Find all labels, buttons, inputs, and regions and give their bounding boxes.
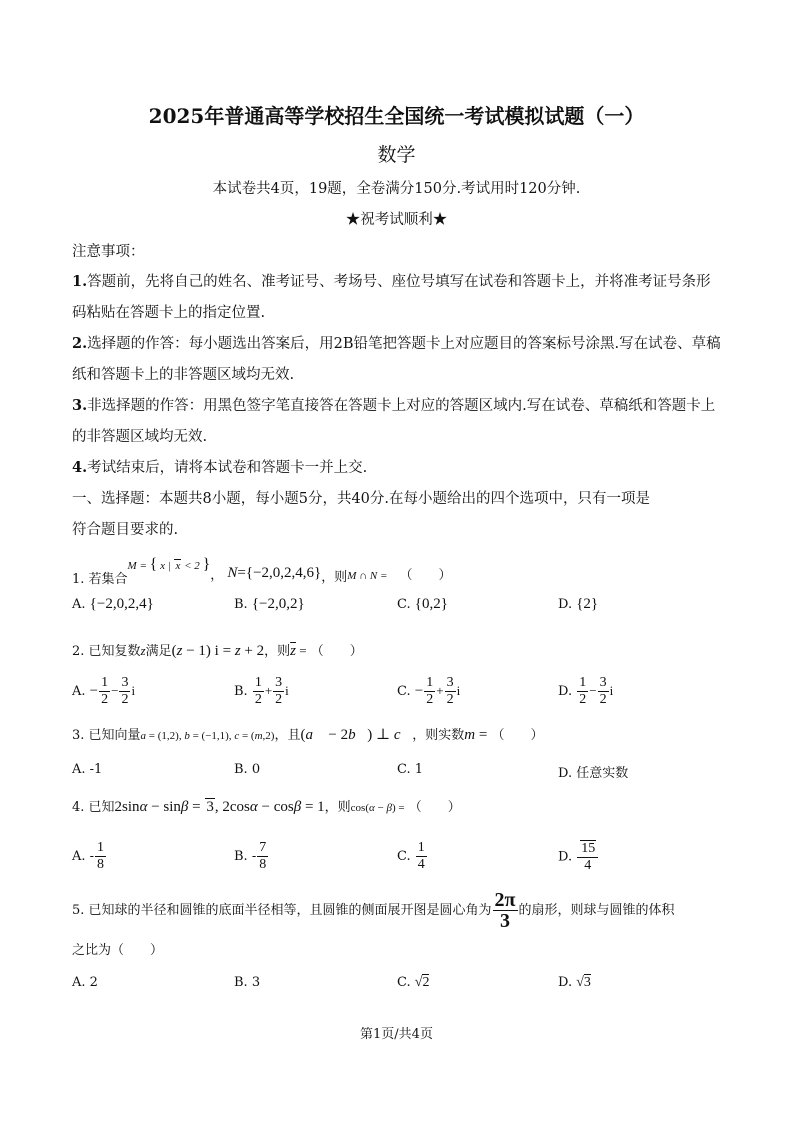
question-3-mid: ，且 bbox=[274, 728, 301, 743]
section-heading bbox=[72, 484, 722, 546]
notice-item-text: 选择题的作答：每小题选出答案后，用2B铅笔把答题卡上对应题目的答案标号涂黑.写在试卷、草稿纸和答题卡上的非答题区域均无效. bbox=[72, 336, 721, 383]
q3-option-d: D. 任意实数 bbox=[558, 766, 629, 781]
question-4-suffix: ，则 bbox=[324, 800, 351, 815]
question-3: 3. 已知向量a = (1,2), b = (−1,1), c = (m,2)，且(a⃗ − 2b⃗) ⊥ c⃗，则实数m = （ ） bbox=[72, 727, 544, 743]
question-1-answer-blank: （ ） bbox=[399, 568, 452, 583]
notice-item-text: 答题前，先将自己的姓名、准考证号、考场号、座位号填写在试卷和答题卡上，并将准考证号条形码粘贴在答题卡上的指定位置. bbox=[72, 274, 711, 321]
q5-option-a: A. 2 bbox=[72, 975, 98, 990]
q2-option-a: A. − $\frac{1}{2}$ − $\frac{3}{2}$ i bbox=[72, 675, 136, 707]
option-label: B. bbox=[234, 597, 248, 612]
question-4-answer-blank: （ ） bbox=[408, 800, 461, 815]
q2-option-c: C. − $\frac{1}{2}$ + $\frac{3}{2}$ i bbox=[397, 675, 461, 707]
option-label: D. bbox=[558, 597, 573, 612]
option-label: C. bbox=[397, 975, 411, 990]
q1-option-a: A. {−2,0,2,4} bbox=[72, 596, 154, 612]
question-2-answer-blank: （ ） bbox=[310, 644, 363, 659]
question-5: 5. 已知球的半径和圆锥的底面半径相等，且圆锥的侧面展开图是圆心角为 $\frac{2\pi}{3}$ 的扇形，则球与圆锥的体积 bbox=[72, 889, 675, 932]
page-footer: 第1页/共4页 bbox=[360, 1027, 433, 1042]
q2-option-b: B. $\frac{1}{2}$ + $\frac{3}{2}$ i bbox=[234, 675, 289, 707]
notice-item-3 bbox=[72, 390, 722, 453]
notice-item-4 bbox=[72, 452, 722, 484]
question-2-suffix: ，则 bbox=[264, 644, 291, 659]
notice-item-1 bbox=[72, 266, 722, 329]
notice-item-2 bbox=[72, 328, 722, 391]
exam-title: 2025年普通高等学校招生全国统一考试模拟试题（一） bbox=[148, 104, 645, 128]
q5-option-c: C. √2 bbox=[397, 975, 430, 990]
q3-option-b: B. 0 bbox=[234, 762, 261, 777]
question-3-var: m bbox=[464, 727, 476, 743]
question-2: 2. 已知复数z满足(z − 1) i = z + 2，则$\overline{z}$ = （ ） bbox=[72, 643, 363, 659]
q4-option-c: C. $\frac{1}{4}$ bbox=[397, 840, 425, 872]
notice-item-number: 4. bbox=[72, 459, 88, 476]
q4-option-d: D. $\frac{15}{4}$ bbox=[558, 840, 599, 874]
subject-title: 数学 bbox=[377, 144, 416, 166]
q5-option-d: D. √3 bbox=[558, 975, 591, 990]
q4-option-a: A. - $\frac{1}{8}$ bbox=[72, 840, 105, 872]
notice-item-text: 非选择题的作答：用黑色签字笔直接答在答题卡上对应的答题区域内.写在试卷、草稿纸和答题卡上的非答题区域均无效. bbox=[72, 398, 716, 445]
question-2-var: z bbox=[140, 643, 146, 658]
wish-line: ★祝考试顺利★ bbox=[345, 212, 448, 228]
question-3-prefix: 3. 已知向量 bbox=[72, 728, 141, 743]
option-label: D. bbox=[558, 975, 573, 990]
question-1-set-m: M = { x | x < 2 } bbox=[127, 556, 211, 573]
question-3-suffix: ，则实数 bbox=[412, 728, 465, 743]
exam-info: 本试卷共4页，19题，全卷满分150分.考试用时120分钟. bbox=[212, 181, 581, 197]
notice-heading: 注意事项： bbox=[72, 244, 145, 260]
q4-option-b: B. - $\frac{7}{8}$ bbox=[234, 840, 267, 872]
q2-option-d: D. $\frac{1}{2}$ − $\frac{3}{2}$ i bbox=[558, 675, 614, 707]
notice-item-number: 1. bbox=[72, 273, 88, 290]
question-1-suffix: ，则 bbox=[321, 570, 348, 585]
question-1: 1. 若集合$^{M = \{ x | x < 2 \}}$， N={−2,0,2,4,6}，则$_{M \cap N =}$ （ ） bbox=[72, 556, 452, 587]
q5-option-b: B. 3 bbox=[234, 975, 261, 990]
question-1-set-n: N bbox=[227, 565, 238, 581]
question-1-prefix: 1. 若集合 bbox=[72, 572, 128, 587]
notice-item-number: 3. bbox=[72, 397, 88, 414]
section-line-2: 符合题目要求的. bbox=[72, 522, 179, 538]
question-5-line-2: 之比为（ ） bbox=[72, 943, 164, 958]
q1-option-b: B. {−2,0,2} bbox=[234, 596, 305, 612]
option-label: A. bbox=[72, 597, 86, 612]
q1-option-c: C. {0,2} bbox=[397, 596, 448, 612]
question-5-line-1a: 5. 已知球的半径和圆锥的底面半径相等，且圆锥的侧面展开图是圆心角为 bbox=[72, 903, 492, 918]
question-4-prefix: 4. 已知 bbox=[72, 800, 115, 815]
question-1-sep: ， bbox=[210, 568, 224, 583]
notice-item-number: 2. bbox=[72, 335, 88, 352]
q1-option-d: D. {2} bbox=[558, 596, 599, 612]
question-4: 4. 已知2sinα − sinβ = 3, 2cosα − cosβ = 1，则cos(α − β) = （ ） bbox=[72, 799, 461, 815]
q3-option-c: C. 1 bbox=[397, 762, 424, 777]
option-label: C. bbox=[397, 597, 411, 612]
q3-option-a: A. -1 bbox=[72, 762, 103, 777]
section-line-1: 一、选择题：本题共8小题，每小题5分，共40分.在每小题给出的四个选项中，只有一项是 bbox=[72, 491, 651, 507]
question-5-line-1b: 的扇形，则球与圆锥的体积 bbox=[518, 903, 675, 918]
notice-item-text: 考试结束后，请将本试卷和答题卡一并上交. bbox=[87, 460, 368, 476]
question-2-prefix: 2. 已知复数 bbox=[72, 644, 141, 659]
question-3-answer-blank: （ ） bbox=[491, 728, 544, 743]
question-2-mid: 满足 bbox=[145, 644, 172, 659]
